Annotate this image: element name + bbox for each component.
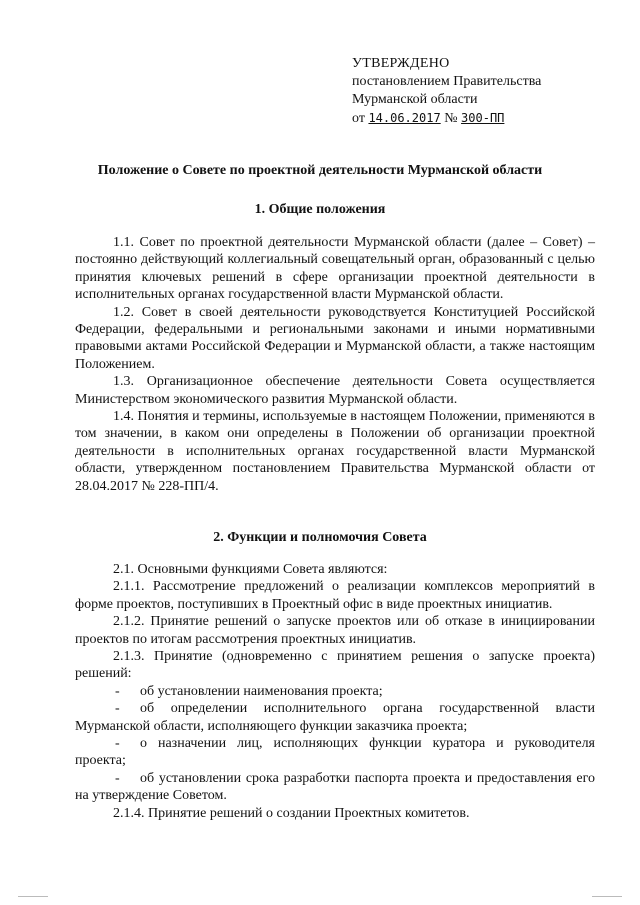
paragraph-2-1-4: 2.1.4. Принятие решений о создании Проектных комитетов. [113, 805, 470, 821]
paragraph-1-2: 1.2. Совет в своей деятельности руководствуется Конституцией Российской Федерации, федеральными и региональными законами и иными нормативными правовыми актами Российской Федерации и Мурманской области, а также настоящим Положением. [75, 304, 595, 372]
paragraph-2-1-2: 2.1.2. Принятие решений о запуске проектов или об отказе в инициировании проектов по итогам рассмотрения проектных инициатив. [75, 614, 595, 647]
number-sign: № [444, 111, 458, 126]
section-1-body [75, 234, 595, 495]
date-prefix: от [352, 111, 365, 126]
section-2-body [75, 561, 595, 822]
dash-item: - об установлении наименования проекта; [115, 683, 383, 699]
document-title: Положение о Совете по проектной деятельности Мурманской области [97, 163, 543, 178]
number-value: 300-ПП [461, 111, 505, 125]
paragraph-1-1: 1.1. Совет по проектной деятельности Мурманской области (далее – Совет) – постоянно действующий коллегиальный совещательный орган, образованный с целью принятия ключевых решений в сфере организации проектной деятельности в исполнительных органах государственной власти Мурманской области. [75, 235, 595, 303]
approval-date-line [352, 109, 541, 128]
dash-item: - о назначении лиц, исполняющих функции куратора и руководителя проекта; [75, 736, 595, 769]
section-2-heading: 2. Функции и полномочия Совета [213, 530, 427, 545]
approval-line-3: Мурманской области [352, 92, 478, 107]
paragraph-2-1-3: 2.1.3. Принятие (одновременно с принятием решения о запуске проекта) решений: [75, 649, 595, 682]
paragraph-2-1-1: 2.1.1. Рассмотрение предложений о реализации комплексов мероприятий в форме проектов, поступивших в Проектный офис в виде проектных инициатив. [75, 579, 595, 612]
footer-rule-right [592, 896, 622, 897]
dash-item: - об определении исполнительного органа государственной власти Мурманской области, исполняющего функции заказчика проекта; [75, 701, 595, 734]
paragraph-1-3: 1.3. Организационное обеспечение деятельности Совета осуществляется Министерством экономического развития Мурманской области. [75, 374, 595, 407]
date-value: 14.06.2017 [368, 111, 441, 125]
approval-title: УТВЕРЖДЕНО [352, 56, 450, 71]
approval-block [352, 55, 541, 128]
section-1-heading: 1. Общие положения [254, 202, 386, 217]
approval-line-2: постановлением Правительства [352, 74, 542, 89]
footer-rule-left [18, 896, 48, 897]
paragraph-2-1: 2.1. Основными функциями Совета являются: [113, 562, 388, 577]
paragraph-1-4: 1.4. Понятия и термины, используемые в настоящем Положении, применяются в том значении, в каком они определены в Положении об организации проектной деятельности в исполнительных органах государственной власти Мурманской области, утвержденном постановлением Правительства Мурманской области от 28.04.2017 № 228-ПП/4. [75, 409, 595, 494]
dash-item: - об установлении срока разработки паспорта проекта и предоставления его на утверждение Советом. [75, 770, 595, 804]
